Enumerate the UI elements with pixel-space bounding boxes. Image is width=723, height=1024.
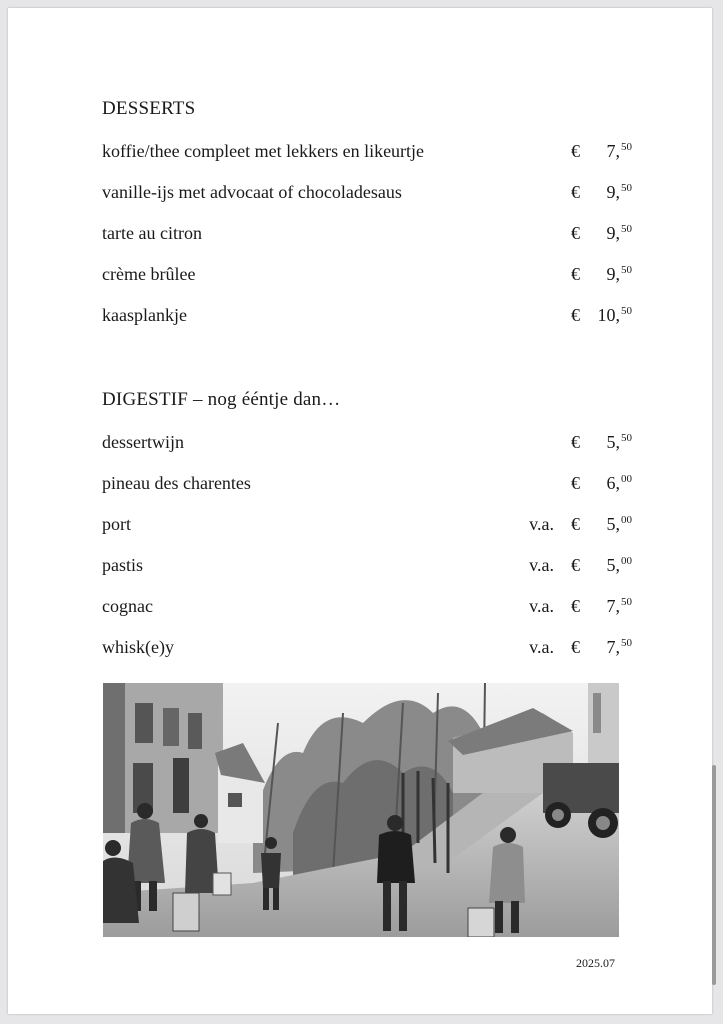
currency-symbol: € [571,264,580,284]
item-name: port [102,514,131,534]
digestif-title: DIGESTIF – nog ééntje dan… [102,389,341,410]
item-prefix: v.a. [529,637,554,657]
currency-symbol: € [571,514,580,534]
item-name: whisk(e)y [102,637,174,657]
item-name: pastis [102,555,144,575]
currency-symbol: € [571,596,580,616]
item-price: 9,50 [606,264,632,284]
item-price: 5,00 [606,514,632,534]
item-price: 7,50 [606,637,632,657]
item-prefix: v.a. [529,596,554,616]
menu-page [8,8,712,1014]
item-price: 7,50 [606,141,632,161]
menu-item [102,596,632,620]
item-price: 10,50 [597,305,632,325]
menu-item [102,637,632,661]
currency-symbol: € [571,141,580,161]
item-prefix: v.a. [529,555,554,575]
currency-symbol: € [571,432,580,452]
menu-item [102,182,632,206]
item-price: 9,50 [606,223,632,243]
item-price: 6,00 [606,473,632,493]
menu-item [102,264,632,288]
scrollbar-thumb[interactable] [712,765,716,985]
item-price: 5,50 [606,432,632,452]
currency-symbol: € [571,473,580,493]
item-name: tarte au citron [102,223,202,243]
menu-item [102,514,632,538]
menu-item [102,223,632,247]
item-name: kaasplankje [102,305,187,325]
item-name: koffie/thee compleet met lekkers en likeurtje [102,141,425,161]
currency-symbol: € [571,223,580,243]
menu-item [102,305,632,329]
item-name: vanille-ijs met advocaat of chocoladesaus [102,182,402,202]
currency-symbol: € [571,637,580,657]
historic-village-street-photo [103,683,619,937]
item-price: 5,00 [606,555,632,575]
item-price: 7,50 [606,596,632,616]
currency-symbol: € [571,182,580,202]
menu-date: 2025.07 [576,956,615,970]
item-name: cognac [102,596,153,616]
item-name: pineau des charentes [102,473,251,493]
desserts-title: DESSERTS [102,98,196,119]
item-name: crème brûlee [102,264,196,284]
menu-item [102,432,632,456]
menu-item [102,473,632,497]
item-prefix: v.a. [529,514,554,534]
item-price: 9,50 [606,182,632,202]
menu-item [102,141,632,165]
item-name: dessertwijn [102,432,184,452]
currency-symbol: € [571,555,580,575]
menu-item [102,555,632,579]
currency-symbol: € [571,305,580,325]
